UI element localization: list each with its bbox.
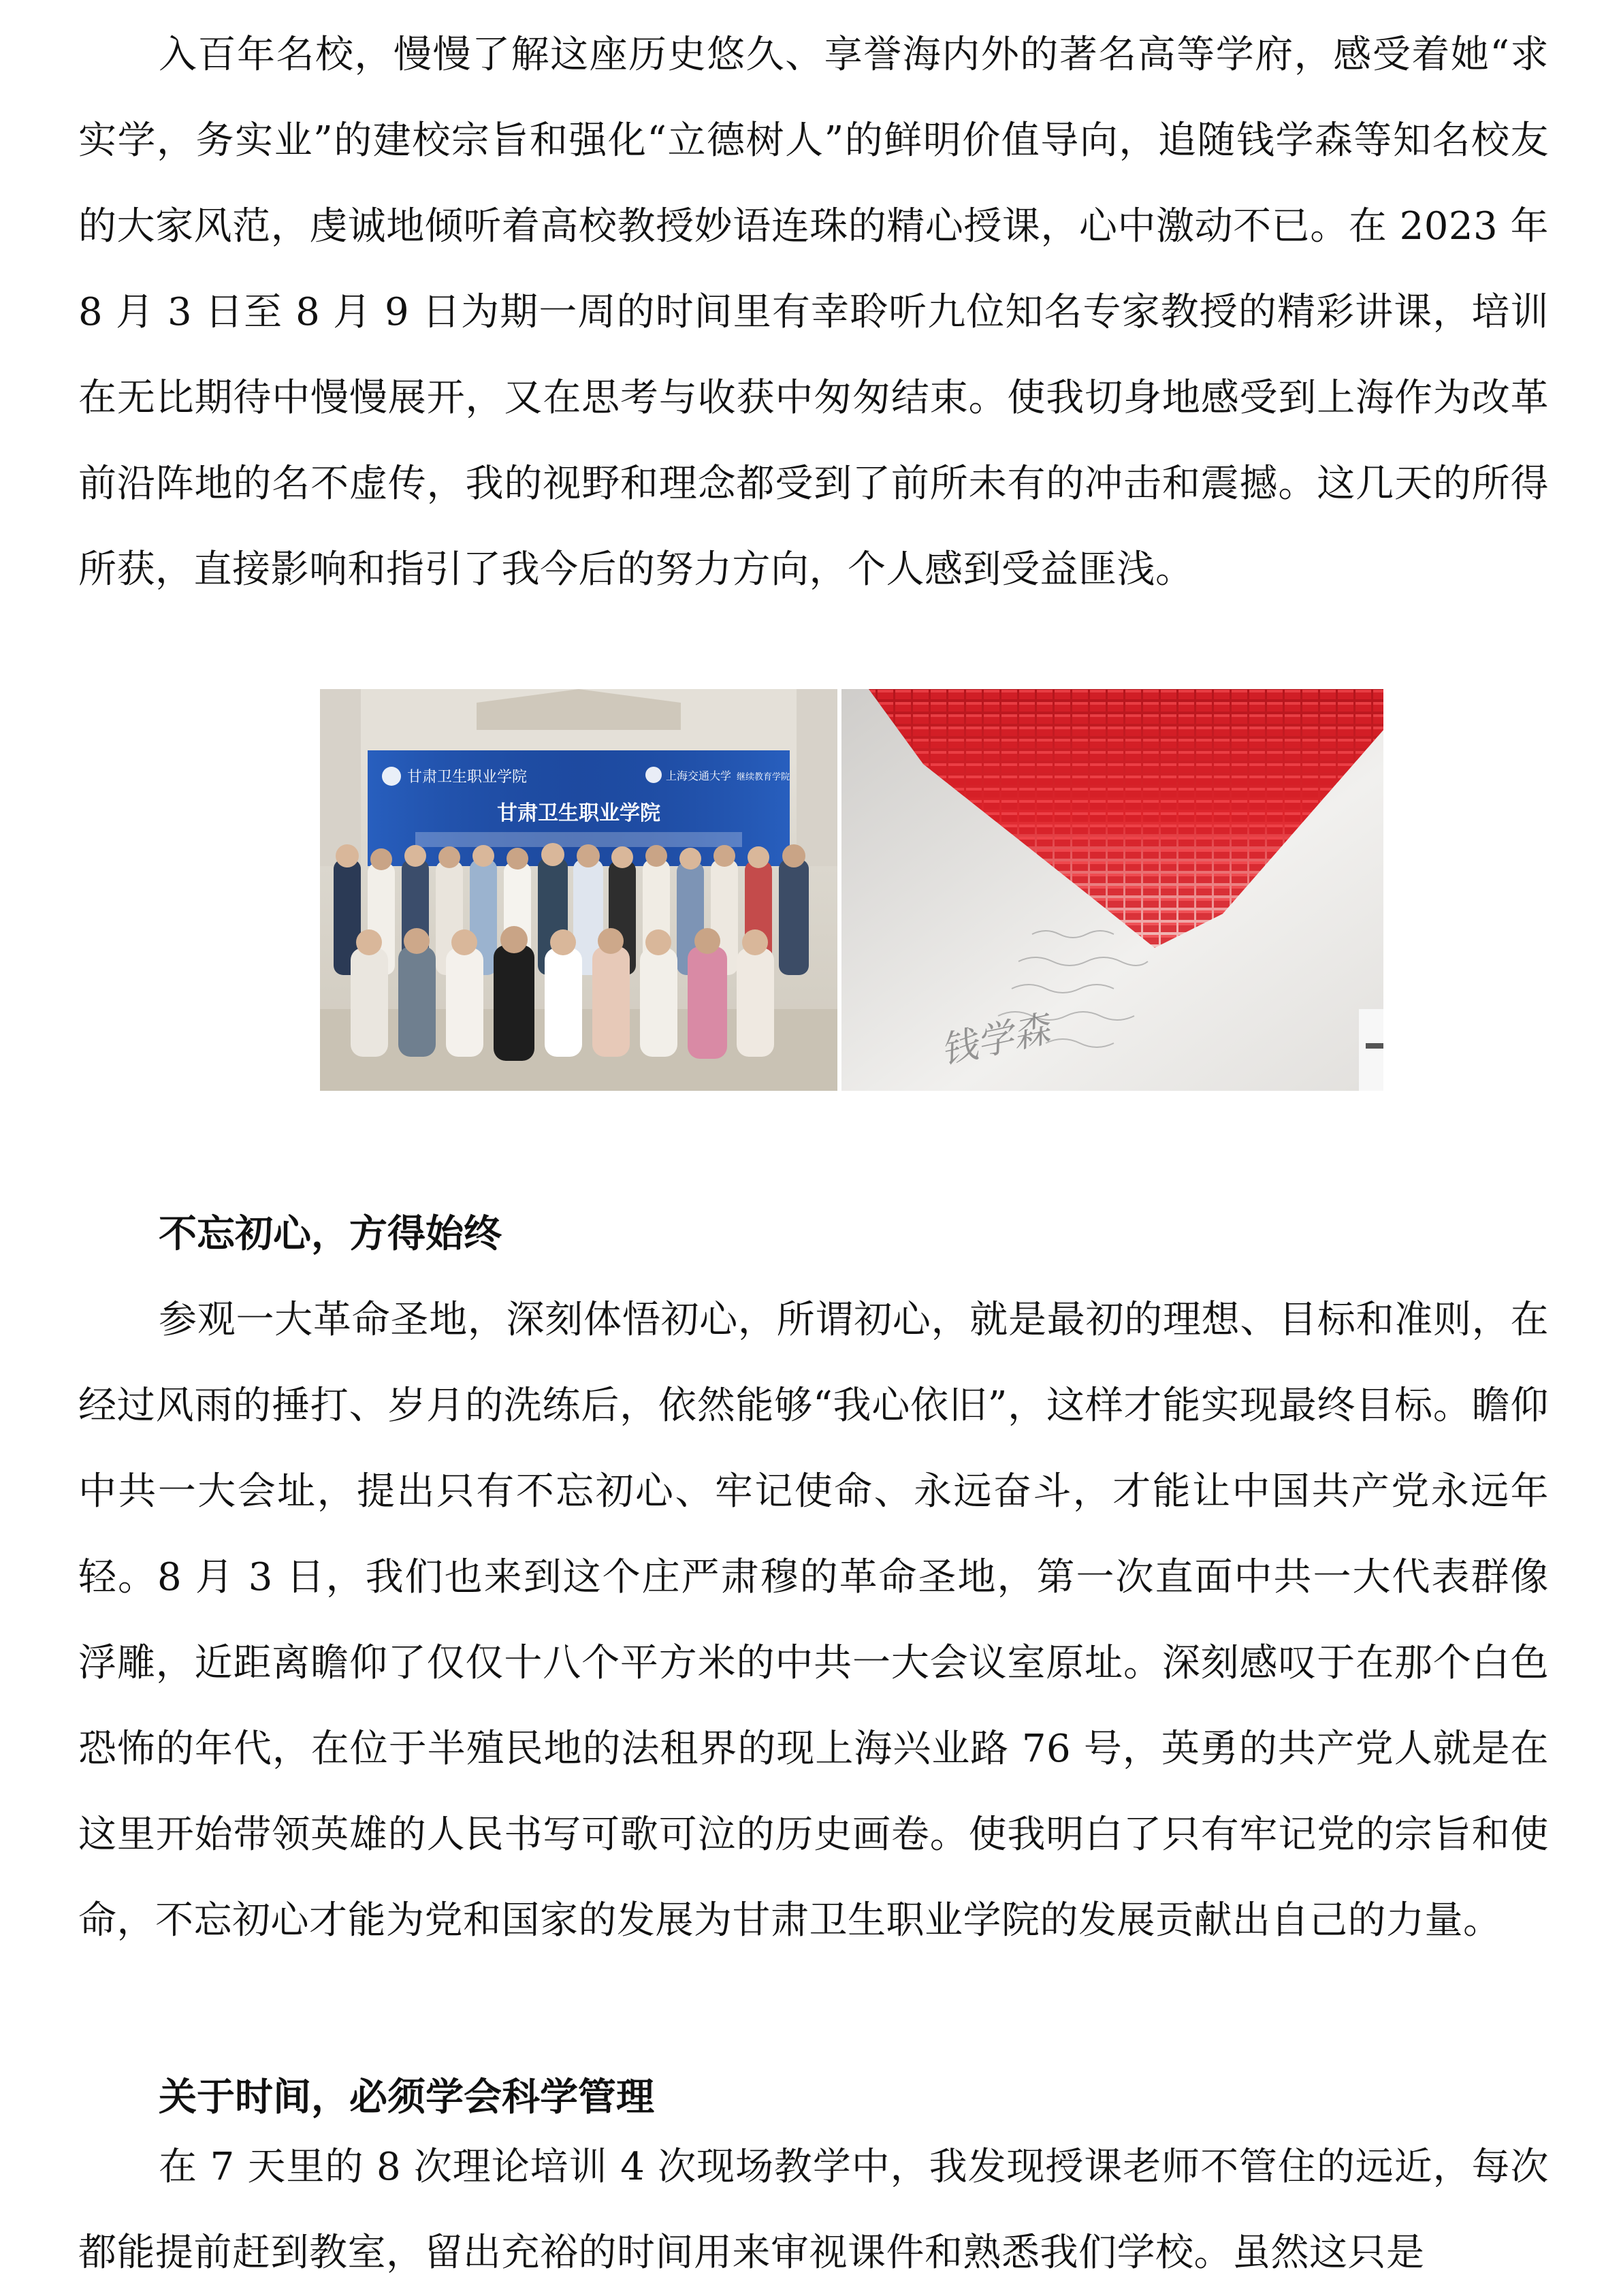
banner-college-logo-text: 继续教育学院 bbox=[737, 772, 790, 782]
group-photo bbox=[320, 689, 837, 1091]
banner-title: 甘肃卫生职业学院 bbox=[497, 801, 660, 825]
intro-paragraph: 入百年名校，慢慢了解这座历史悠久、享誉海内外的著名高等学府，感受着她“求实学，务实业”的建校宗旨和强化“立德树人”的鲜明价值导向，追随钱学森等知名校友的大家风范，虔诚地倾听着高校教授妙语连珠的精心授课，心中激动不已。在 2023 年 8 月 3 日至 8 月 9 日为期一周的时间里有幸聆听九位知名专家教授的精彩讲课，培训在无比期待中慢慢展开，又在思考与收获中匆匆结束。使我切身地感受到上海作为改革前沿阵地的名不虚传，我的视野和理念都受到了前所未有的冲击和震撼。这几天的所得所获，直接影响和指引了我今后的努力方向，个人感到受益匪浅。 bbox=[78, 33, 1549, 592]
section-heading-1: 不忘初心，方得始终 bbox=[159, 1211, 502, 1256]
banner-school-logo-text: 甘肃卫生职业学院 bbox=[407, 769, 528, 786]
section1-paragraph: 参观一大革命圣地，深刻体悟初心，所谓初心，就是最初的理想、目标和准则，在经过风雨的捶打、岁月的洗练后，依然能够“我心依旧”，这样才能实现最终目标。瞻仰中共一大会址，提出只有不忘初心、牢记使命、永远奋斗，才能让中国共产党永远年轻。8 月 3 日，我们也来到这个庄严肃穆的革命圣地，第一次直面中共一大代表群像浮雕，近距离瞻仰了仅仅十八个平方米的中共一大会议室原址。深刻感叹于在那个白色恐怖的年代，在位于半殖民地的法租界的现上海兴业路 76 号，英勇的共产党人就是在这里开始带领英雄的人民书写可歌可泣的历史画卷。使我明白了只有牢记党的宗旨和使命，不忘初心才能为党和国家的发展为甘肃卫生职业学院的发展贡献出自己的力量。 bbox=[78, 1298, 1549, 1943]
banner-university-logo-text: 上海交通大学 bbox=[666, 769, 732, 782]
signature-text: 钱学森 bbox=[936, 1007, 1054, 1072]
red-installation-photo bbox=[841, 689, 1383, 1091]
section-heading-2: 关于时间，必须学会科学管理 bbox=[159, 2075, 654, 2120]
section2-paragraph: 在 7 天里的 8 次理论培训 4 次现场教学中，我发现授课老师不管住的远近，每次都能提前赶到教室，留出充裕的时间用来审视课件和熟悉我们学校。虽然这只是 bbox=[78, 2145, 1549, 2275]
